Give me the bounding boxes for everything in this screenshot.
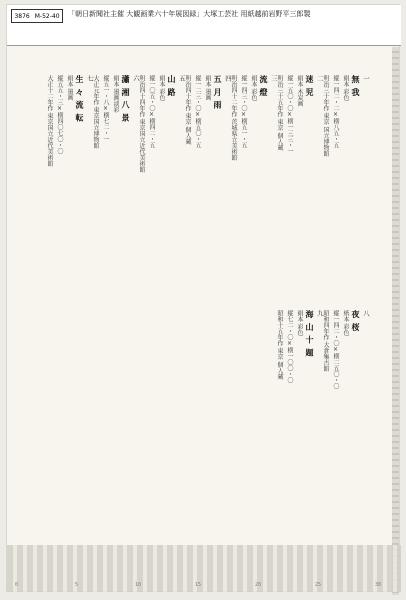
binding-edge bbox=[392, 47, 399, 595]
entry-detail-line: 絹本 墨画 bbox=[204, 75, 211, 101]
ruler-mark-10: 10 bbox=[135, 582, 142, 588]
catalog-entry bbox=[184, 75, 231, 148]
catalog-entry bbox=[322, 75, 369, 157]
entry-detail-line: 縦一四三・〇×横五一・五 bbox=[240, 75, 247, 148]
entry-detail-line: 縦五五・三×横四〇七〇・〇 bbox=[56, 75, 63, 154]
entry-title: 夜 桜 bbox=[351, 310, 361, 332]
entry-detail-line: 明治三十年作 東京 国立博物館 bbox=[322, 75, 329, 157]
entry-detail-line: 明治四十四年作 東京国立近代美術館 bbox=[138, 75, 145, 173]
entry-detail-line: 明治三十五年作 東京 個人蔵 bbox=[276, 75, 283, 151]
catalog-entry bbox=[92, 75, 139, 149]
entry-detail-line: 絹本 彩色 bbox=[158, 75, 165, 101]
catalog-page bbox=[6, 4, 400, 592]
entry-number: 三 bbox=[270, 75, 278, 82]
entry-number: 八 bbox=[362, 310, 370, 317]
entry-detail-line: 昭和四年作 大倉集古館 bbox=[322, 310, 329, 372]
entry-detail-line: 明治四十年作 東京 個人蔵 bbox=[184, 75, 191, 145]
entry-title: 流 燈 bbox=[259, 75, 269, 97]
ruler-mark-20: 20 bbox=[255, 582, 262, 588]
catalog-entry bbox=[138, 75, 185, 173]
catalog-id-box bbox=[11, 9, 63, 23]
ruler-mark-5: 5 bbox=[75, 582, 79, 588]
ruler-mark-15: 15 bbox=[195, 582, 202, 588]
entry-detail-line: 縦一〇五・〇×横四二・五 bbox=[148, 75, 155, 148]
entry-title: 五 月 雨 bbox=[213, 75, 223, 110]
entry-title: 無 我 bbox=[351, 75, 361, 97]
catalog-entry bbox=[230, 75, 277, 161]
catalog-entry bbox=[276, 310, 323, 383]
catalog-code: M-52-40 bbox=[34, 12, 60, 20]
entry-detail-line: 絹本 墨画淡彩 bbox=[112, 75, 119, 113]
entry-title: 瀟 湘 八 景 bbox=[121, 75, 131, 123]
measurement-ruler bbox=[7, 545, 401, 592]
catalog-header bbox=[7, 5, 401, 46]
catalog-id: 3876 bbox=[14, 12, 30, 20]
entry-detail-line: 縦一四二・二×横八五・五 bbox=[332, 75, 339, 148]
entry-number: 二 bbox=[316, 75, 324, 82]
entry-detail-line: 絹本 墨画 bbox=[66, 75, 73, 101]
entry-number: 九 bbox=[316, 310, 324, 317]
entry-title: 山 路 bbox=[167, 75, 177, 97]
entry-detail-line: 絹本 彩色 bbox=[250, 75, 257, 101]
entry-number: 六 bbox=[132, 75, 140, 82]
entry-title: 生 々 流 転 bbox=[75, 75, 85, 123]
entry-detail-line: 絹本 木炭画 bbox=[296, 75, 303, 107]
ruler-mark-25: 25 bbox=[315, 582, 322, 588]
entry-detail-line: 絹本 彩色 bbox=[342, 75, 349, 101]
catalog-entry bbox=[46, 75, 93, 167]
entry-detail-line: 縦一五〇・〇×横一三三・一 bbox=[286, 75, 293, 154]
entry-detail-line: 昭和十五年作 東京 個人蔵 bbox=[276, 310, 283, 380]
entry-detail-line: 大正元年作 東京国立博物館 bbox=[92, 75, 99, 149]
catalog-entry bbox=[276, 75, 323, 154]
entry-detail-line: 大正十二年作 東京国立近代美術館 bbox=[46, 75, 53, 167]
catalog-title: 「朝日新聞社主催 大観画業六十年展図録」大塚工芸社 用紙越前岩野平三郎製 bbox=[68, 10, 311, 18]
entry-detail-line: 紙本 彩色 bbox=[342, 310, 349, 336]
entry-number: 四 bbox=[224, 75, 232, 82]
entry-number: 一 bbox=[362, 75, 370, 82]
entry-detail-line: 縦七二・〇×横一〇〇・〇 bbox=[286, 310, 293, 383]
entry-number: 七 bbox=[86, 75, 94, 82]
entry-title: 迷 児 bbox=[305, 75, 315, 97]
entry-title: 海 山 十 題 bbox=[305, 310, 315, 358]
ruler-mark-30: 30 bbox=[375, 582, 382, 588]
entry-detail-line: 明治四十二年作 茨城県立美術館 bbox=[230, 75, 237, 161]
entry-detail-line: 縦一二三・〇×横五〇・五 bbox=[194, 75, 201, 148]
entry-number: 五 bbox=[178, 75, 186, 82]
catalog-entry bbox=[322, 310, 369, 389]
entry-detail-line: 絹本 彩色 bbox=[296, 310, 303, 336]
entry-detail-line: 縦五一・八×横七二・一 bbox=[102, 75, 109, 142]
entry-detail-line: 縦一四二・〇×横二五〇・〇 bbox=[332, 310, 339, 389]
ruler-mark-0: 0 bbox=[15, 582, 19, 588]
